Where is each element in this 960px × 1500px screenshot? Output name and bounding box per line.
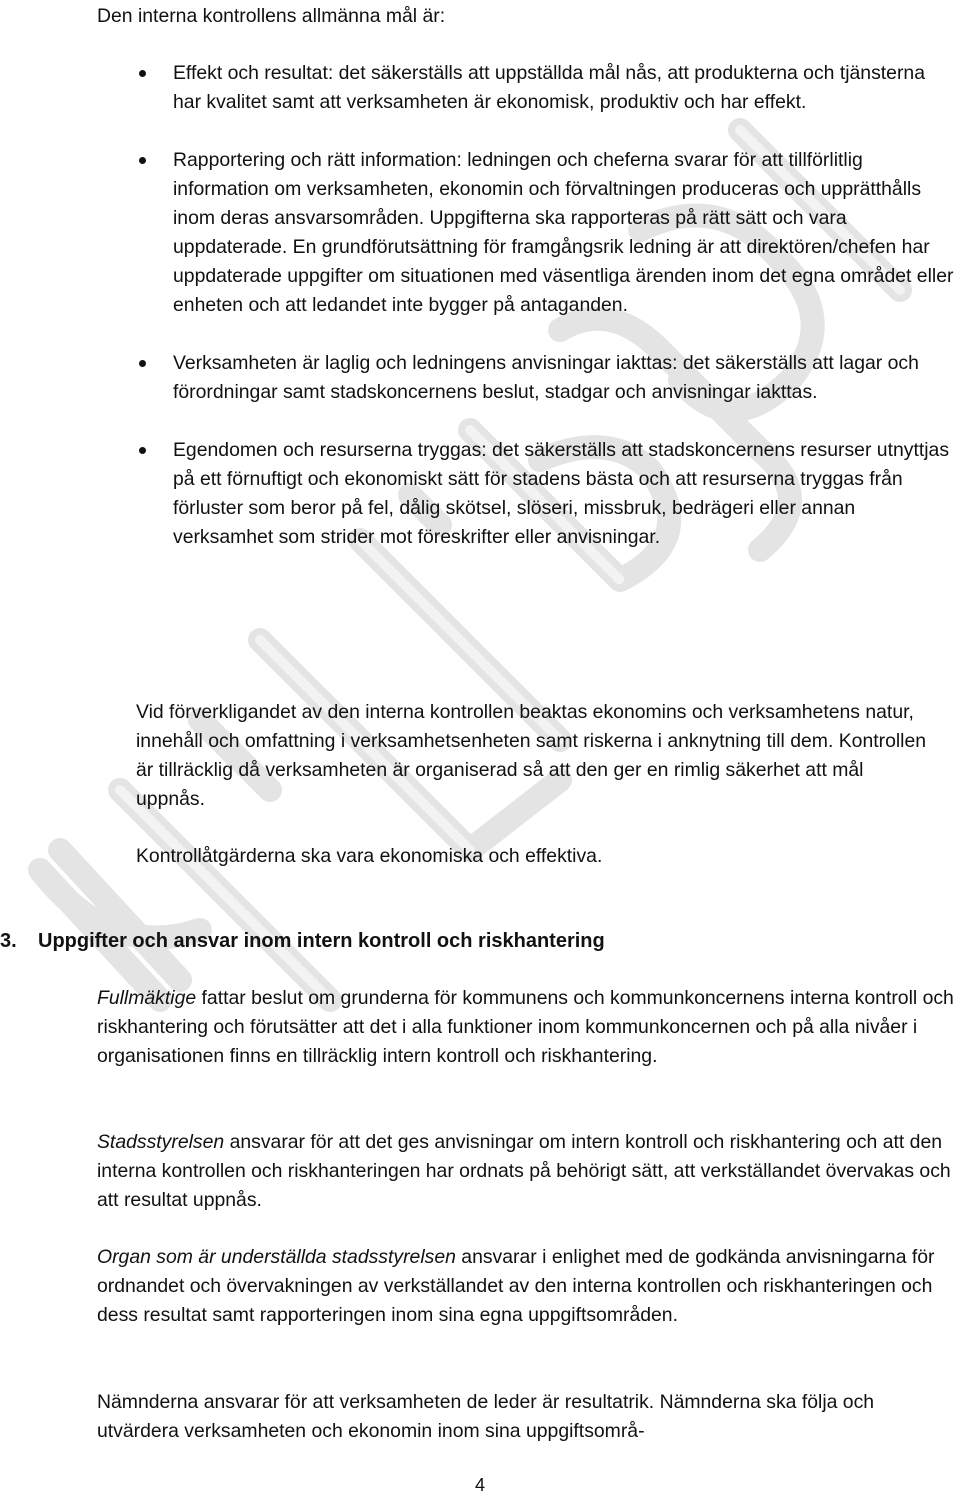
list-item: Effekt och resultat: det säkerställs att uppställda mål nås, att produkterna och tjänsterna har kvalitet samt att verksamheten är ekonomisk, produktiv och har effekt. [0, 59, 955, 117]
intro-heading: Den interna kontrollens allmänna mål är: [97, 5, 446, 27]
committees-paragraph: Nämnderna ansvarar för att verksamheten de leder är resultatrik. Nämnderna ska följa och utvärdera verksamheten och ekonomin inom sina uppgiftsområ- [97, 1391, 875, 1442]
list-item: Rapportering och rätt information: ledningen och cheferna svarar för att tillförlitlig information om verksamheten, ekonomin och förvaltningen produceras och upprätthålls inom deras ansvarsområden. Uppgifterna ska rapporteras på rätt sätt och vara uppdaterade. En grundförutsättning för framgångsrik ledning är att direktören/chefen har uppdaterade uppgifter om situationen med väsentliga ärenden inom det egna området eller enheten och att ledandet inte bygger på antaganden. [0, 146, 955, 320]
list-item: Egendomen och resurserna tryggas: det säkerställs att stadskoncernens resurser utnyttjas på ett förnuftigt och ekonomiskt sätt för stadens bästa och att resurserna tryggas från förluster som beror på fel, dålig skötsel, slöseri, missbruk, bedrägeri eller annan verksamhet som strider mot föreskrifter eller anvisningar. [0, 436, 955, 552]
responsibility-actor: Stadsstyrelsen [97, 1131, 225, 1153]
responsibility-paragraph: Fullmäktige fattar beslut om grunderna för kommunens och kommunkoncernens interna kontroll och riskhantering och förutsätter att det i alla funktioner inom kommunkoncernen och på alla nivåer i organisationen finns en tillräcklig intern kontroll och riskhantering. [97, 987, 954, 1067]
bullet-icon [139, 447, 146, 454]
section-title: Uppgifter och ansvar inom intern kontroll och riskhantering [38, 930, 605, 952]
responsibility-paragraph: Organ som är underställda stadsstyrelsen ansvarar i enlighet med de godkända anvisningarna för ordnandet och övervakningen av verkställandet av den interna kontrollen och riskhanteringen och dess resultat samt rapporteringen inom sina egna uppgiftsområden. [97, 1246, 935, 1326]
bullet-icon [139, 157, 146, 164]
responsibility-actor: Fullmäktige [97, 987, 197, 1009]
page-number: 4 [474, 1475, 485, 1495]
implementation-paragraph: Vid förverkligandet av den interna kontrollen beaktas ekonomins och verksamhetens natur, innehåll och omfattning i verksamhetsenheten samt riskerna i anknytning till dem. Kontrollen är tillräcklig då verksamheten är organiserad så att den ger en rimlig säkerhet att mål uppnås. [136, 701, 927, 810]
goals-list [0, 59, 960, 581]
efficiency-paragraph: Kontrollåtgärderna ska vara ekonomiska och effektiva. [136, 845, 603, 867]
bullet-icon [139, 70, 146, 77]
list-item: Verksamheten är laglig och ledningens anvisningar iakttas: det säkerställs att lagar och förordningar samt stadskoncernens beslut, stadgar och anvisningar iakttas. [0, 349, 955, 407]
section-number: 3. [0, 930, 17, 952]
responsibility-actor: Organ som är underställda stadsstyrelsen [97, 1246, 456, 1268]
responsibility-paragraph: Stadsstyrelsen ansvarar för att det ges anvisningar om intern kontroll och riskhantering och att den interna kontrollen och riskhanteringen har ordnats på behörigt sätt, att verkställandet övervakas och att resultat uppnås. [97, 1131, 951, 1211]
bullet-icon [139, 360, 146, 367]
